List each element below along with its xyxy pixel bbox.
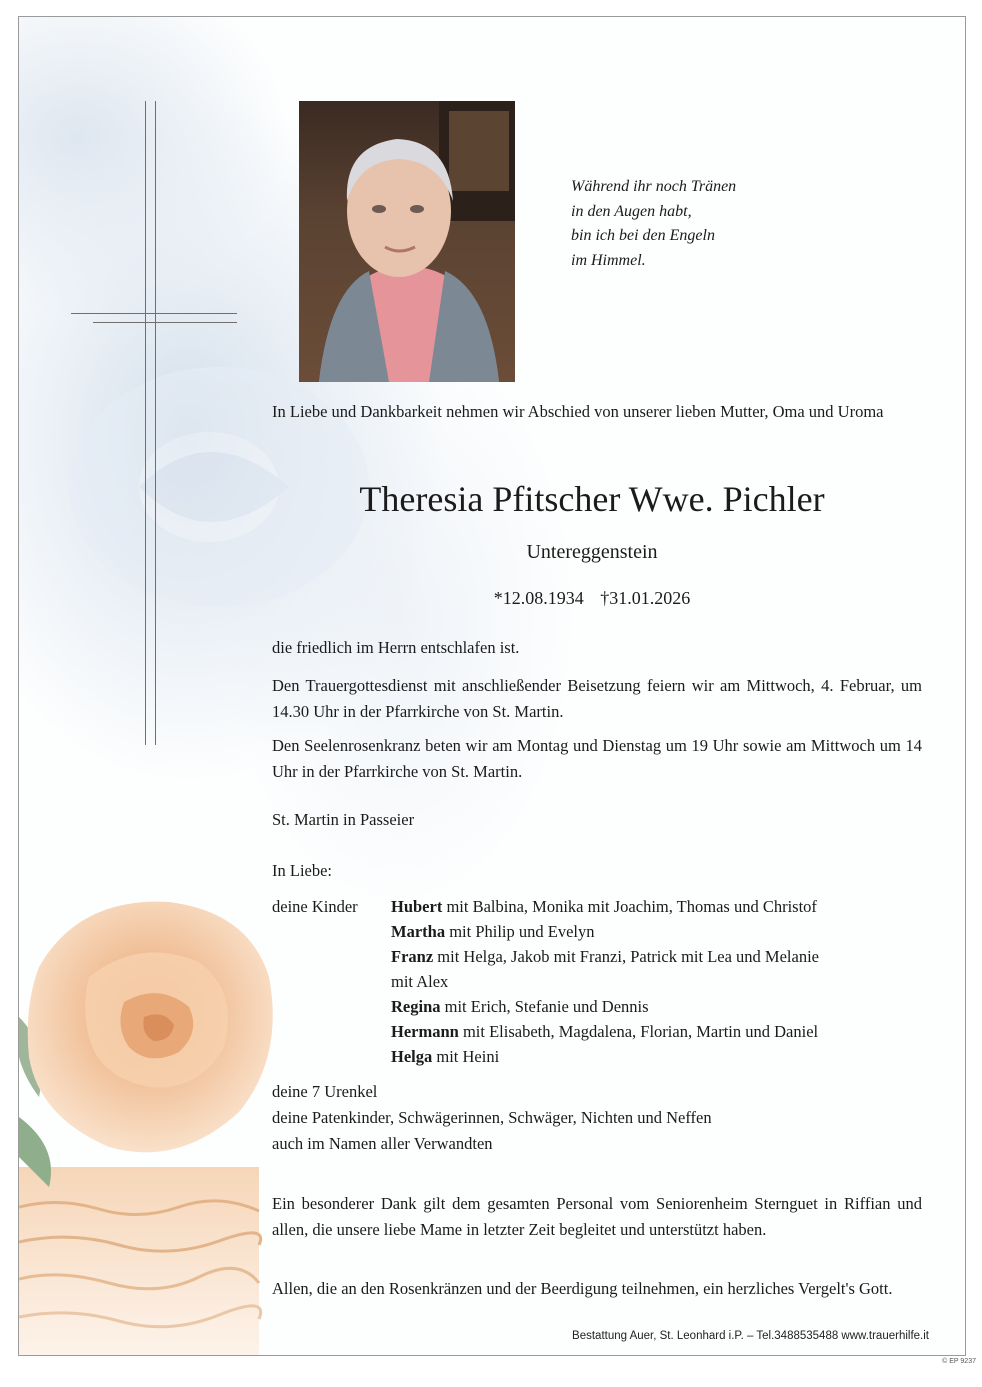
- child-family: mit Elisabeth, Magdalena, Florian, Martin und Daniel: [458, 1022, 819, 1041]
- thanks-staff-text: Ein besonderer Dank gilt dem gesamten Personal vom Seniorenheim Sternguet in Riffian und allen, die unsere liebe Mame in letzter Zeit begleitet und unterstützt haben.: [272, 1194, 922, 1239]
- child-name: Martha: [391, 922, 446, 941]
- print-code: © EP 9237: [942, 1358, 976, 1365]
- obituary-card: [18, 16, 966, 1356]
- child-entry: [391, 894, 931, 919]
- portrait-image: [299, 101, 515, 382]
- child-entry: [391, 994, 931, 1019]
- intro-text: In Liebe und Dankbarkeit nehmen wir Abschied von unserer lieben Mutter, Oma und Uroma: [272, 402, 884, 421]
- child-family: mit Helga, Jakob mit Franzi, Patrick mit Lea und Melanie mit Alex: [391, 947, 819, 991]
- peach-rose: [28, 902, 273, 1153]
- child-family: mit Heini: [432, 1047, 500, 1066]
- child-entry: [391, 1019, 931, 1044]
- children-list: [391, 894, 931, 1069]
- child-family: mit Philip und Evelyn: [445, 922, 595, 941]
- footer-funeral-home: Bestattung Auer, St. Leonhard i.P. – Tel.3488535488 www.trauerhilfe.it: [572, 1330, 929, 1342]
- in-love-text: In Liebe:: [272, 861, 333, 880]
- deceased-place: Untereggenstein: [526, 541, 658, 563]
- portrait-photo: [299, 101, 515, 382]
- funeral-text: Den Trauergottesdienst mit anschließender Beisetzung feiern wir am Mittwoch, 4. Februar, um 14.30 Uhr in der Pfarrkirche von St. Martin.: [272, 676, 922, 721]
- rosary-text: Den Seelenrosenkranz beten wir am Montag und Dienstag um 19 Uhr sowie am Mittwoch um 14 Uhr in der Pfarrkirche von St. Martin.: [272, 736, 922, 781]
- water-reflection: [19, 1167, 261, 1355]
- mourner-line: auch im Namen aller Verwandten: [272, 1134, 493, 1153]
- verse-line: im Himmel.: [571, 251, 646, 269]
- children-label: deine Kinder: [272, 897, 358, 916]
- child-entry: [391, 944, 831, 994]
- child-name: Hermann: [391, 1022, 459, 1041]
- deceased-name: Theresia Pfitscher Wwe. Pichler: [359, 479, 825, 519]
- birth-date: *12.08.1934: [493, 588, 584, 608]
- child-entry: [391, 919, 931, 944]
- other-mourners: [272, 1079, 922, 1157]
- verse-line: bin ich bei den Engeln: [571, 227, 715, 244]
- child-family: mit Erich, Stefanie und Dennis: [440, 997, 649, 1016]
- thanks-all-text: Allen, die an den Rosenkränzen und der Beerdigung teilnehmen, ein herzliches Vergelt's Gott.: [272, 1279, 893, 1298]
- location-text: St. Martin in Passeier: [272, 810, 415, 829]
- child-entry: [391, 1044, 931, 1069]
- mourner-line: deine 7 Urenkel: [272, 1082, 378, 1101]
- passed-text: die friedlich im Herrn entschlafen ist.: [272, 638, 520, 657]
- child-family: mit Balbina, Monika mit Joachim, Thomas und Christof: [442, 897, 817, 916]
- mourner-line: deine Patenkinder, Schwägerinnen, Schwäger, Nichten und Neffen: [272, 1108, 712, 1127]
- child-name: Regina: [391, 997, 441, 1016]
- verse: [571, 175, 931, 273]
- child-name: Helga: [391, 1047, 433, 1066]
- child-name: Hubert: [391, 897, 443, 916]
- verse-line: Während ihr noch Tränen: [571, 178, 737, 195]
- life-dates: [272, 585, 912, 611]
- child-name: Franz: [391, 947, 434, 966]
- death-date: †31.01.2026: [600, 588, 691, 608]
- verse-line: in den Augen habt,: [571, 202, 692, 220]
